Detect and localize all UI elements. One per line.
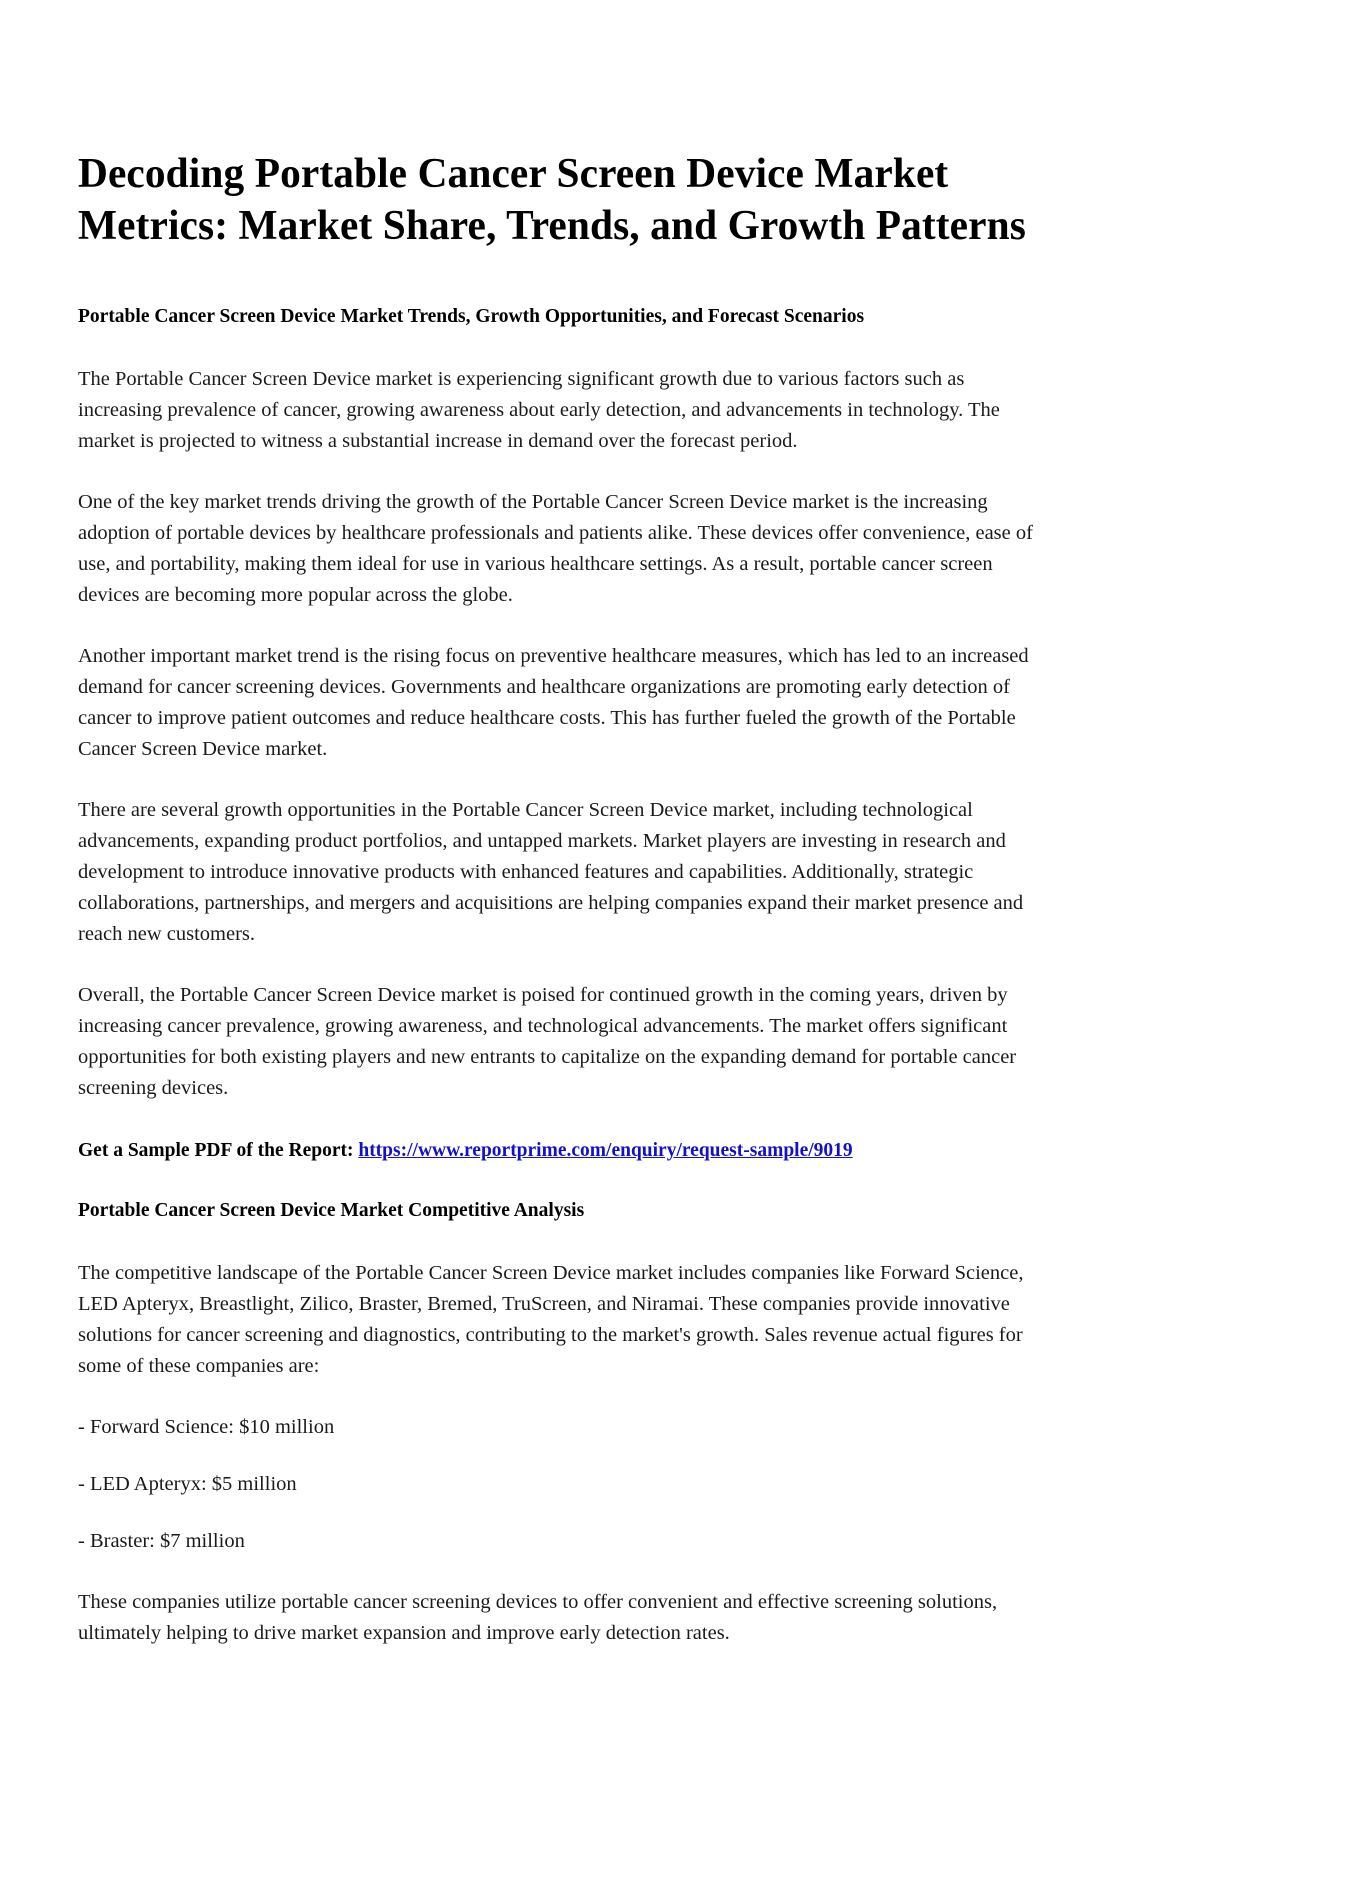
section-heading-competitive: Portable Cancer Screen Device Market Competitive Analysis (78, 1200, 585, 1221)
spacer (78, 1557, 1053, 1587)
spacer (78, 330, 1053, 364)
paragraph-overall: Overall, the Portable Cancer Screen Device market is poised for continued growth in the coming years, driven by increasing cancer prevalence, growing awareness, and technological advancements. The market offers significant opportunities for both existing players and new entrants to capitalize on the expanding demand for portable cancer screening devices. (78, 984, 1017, 1099)
sample-pdf-link[interactable]: https://www.reportprime.com/enquiry/request-sample/9019 (358, 1140, 853, 1161)
section-heading-trends: Portable Cancer Screen Device Market Trends, Growth Opportunities, and Forecast Scenarios (78, 306, 865, 327)
paragraph-opportunities: There are several growth opportunities in the Portable Cancer Screen Device market, including technological advancements, expanding product portfolios, and untapped markets. Market players are investing in research and development to introduce innovative products with enhanced features and capabilities. Additionally, strategic collaborations, partnerships, and mergers and acquisitions are helping companies expand their market presence and reach new customers. (78, 799, 1024, 945)
spacer (78, 765, 1053, 795)
paragraph-trend-adoption: One of the key market trends driving the growth of the Portable Cancer Screen Device market is the increasing adoption of portable devices by healthcare professionals and patients alike. These devices offer convenience, ease of use, and portability, making them ideal for use in various healthcare settings. As a result, portable cancer screen devices are becoming more popular across the globe. (78, 491, 1033, 606)
page-title: Decoding Portable Cancer Screen Device Market Metrics: Market Share, Trends, and Growth Patterns (78, 151, 1026, 249)
list-item: - LED Apteryx: $5 million (78, 1473, 297, 1495)
spacer (78, 457, 1053, 487)
sample-pdf-line (78, 1138, 1053, 1164)
spacer (78, 950, 1053, 980)
spacer (78, 1164, 1053, 1198)
list-item: - Forward Science: $10 million (78, 1416, 335, 1438)
spacer (78, 1382, 1053, 1412)
document-content (78, 148, 1053, 1649)
paragraph-closing: These companies utilize portable cancer screening devices to offer convenient and effective screening solutions, ultimately helping to drive market expansion and improve early detection rates. (78, 1591, 998, 1644)
spacer (78, 252, 1053, 304)
list-item: - Braster: $7 million (78, 1530, 245, 1552)
paragraph-trend-preventive: Another important market trend is the rising focus on preventive healthcare measures, which has led to an increased demand for cancer screening devices. Governments and healthcare organizations are promoting early detection of cancer to improve patient outcomes and reduce healthcare costs. This has further fueled the growth of the Portable Cancer Screen Device market. (78, 645, 1029, 760)
spacer (78, 1500, 1053, 1526)
spacer (78, 1104, 1053, 1138)
spacer (78, 1443, 1053, 1469)
paragraph-intro: The Portable Cancer Screen Device market is experiencing significant growth due to various factors such as increasing prevalence of cancer, growing awareness about early detection, and advancements in technology. The market is projected to witness a substantial increase in demand over the forecast period. (78, 368, 1000, 452)
sample-pdf-label: Get a Sample PDF of the Report: (78, 1140, 359, 1161)
paragraph-competitive-intro: The competitive landscape of the Portable Cancer Screen Device market includes companies like Forward Science, LED Apteryx, Breastlight, Zilico, Braster, Bremed, TruScreen, and Niramai. These companies provide innovative solutions for cancer screening and diagnostics, contributing to the market's growth. Sales revenue actual figures for some of these companies are: (78, 1262, 1024, 1377)
spacer (78, 1224, 1053, 1258)
spacer (78, 611, 1053, 641)
